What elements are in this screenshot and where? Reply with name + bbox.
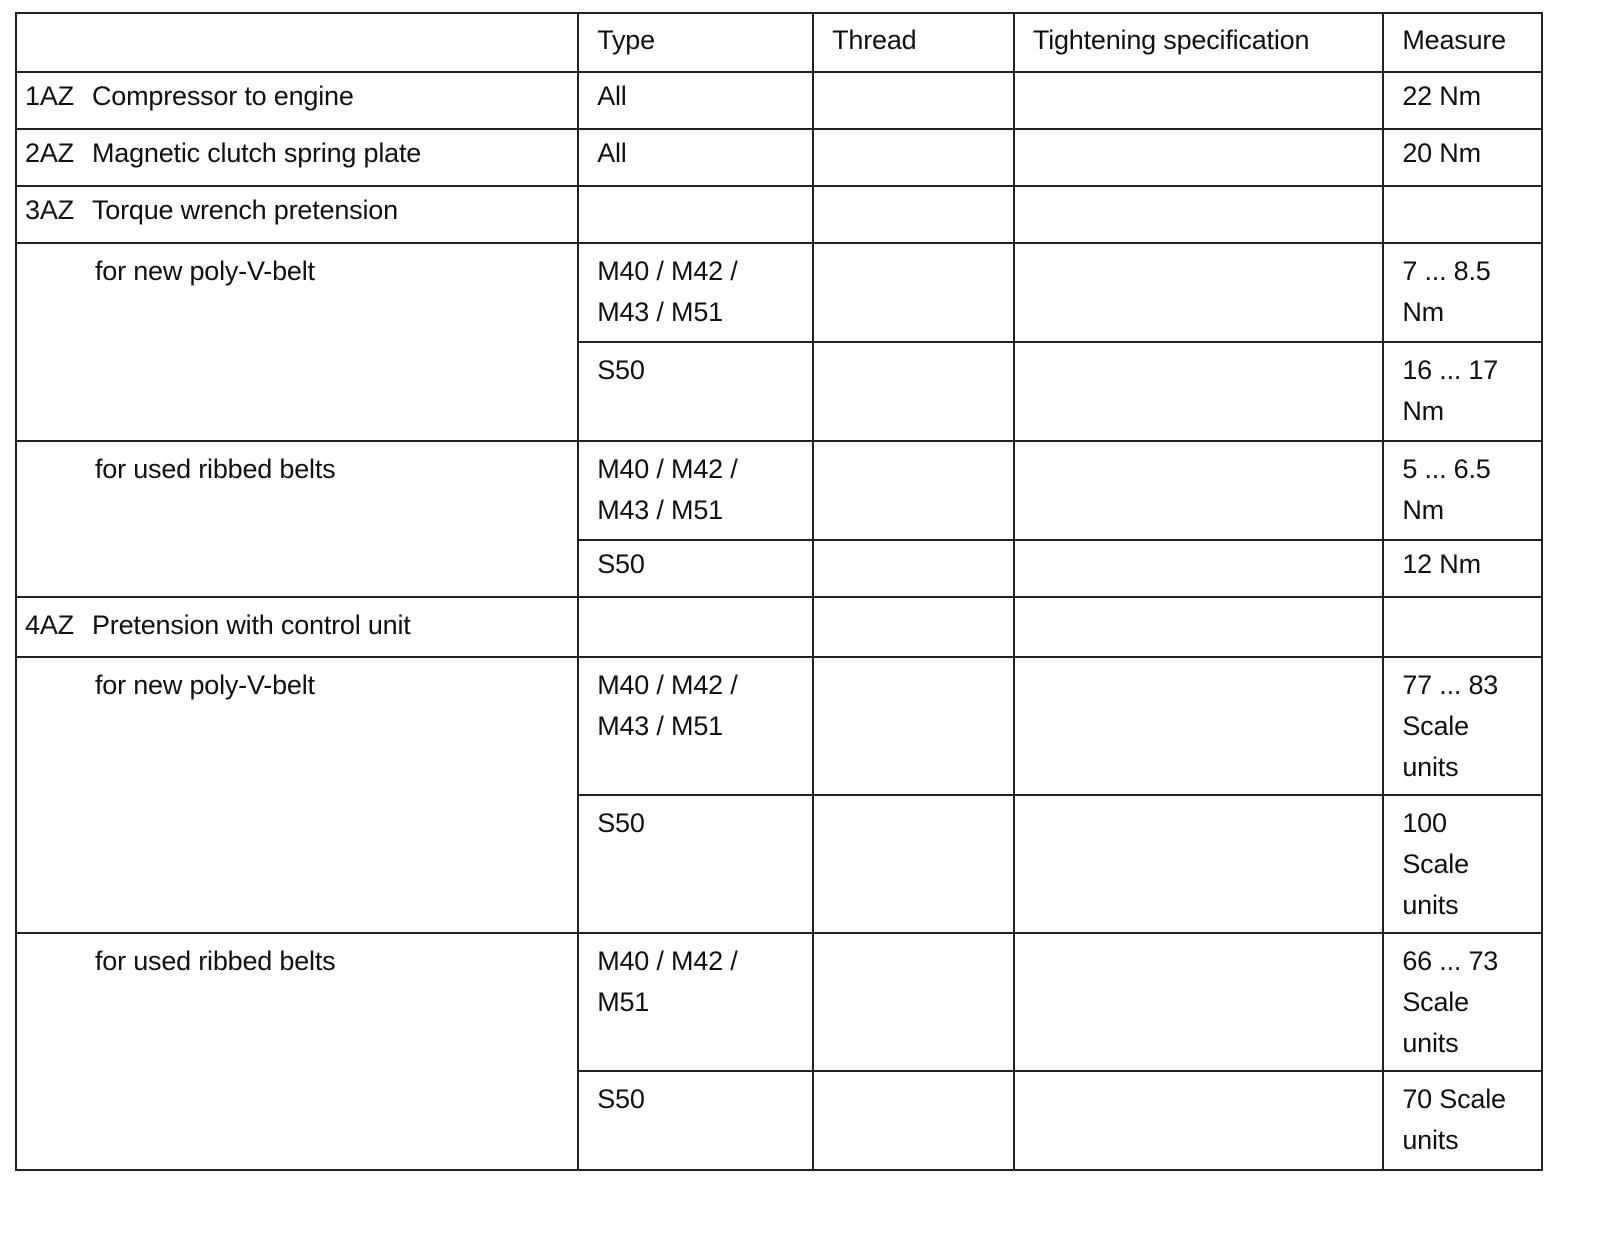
- type-line: M51: [597, 987, 650, 1017]
- row-description: for used ribbed belts: [16, 933, 578, 1170]
- table-row: [16, 129, 1542, 186]
- tightening-cell: [1014, 597, 1383, 657]
- type-line: M40 / M42 /: [597, 256, 738, 286]
- header-measure: Measure: [1383, 13, 1542, 72]
- type-cell: [578, 933, 813, 1071]
- type-cell: All: [578, 72, 813, 129]
- type-line: M43 / M51: [597, 297, 723, 327]
- type-line: M40 / M42 /: [597, 946, 738, 976]
- type-line: M43 / M51: [597, 711, 723, 741]
- table-row: [16, 72, 1542, 129]
- tightening-torque-table: [15, 12, 1543, 1171]
- measure-line: 5 ... 6.5: [1402, 454, 1491, 484]
- measure-cell: [1383, 933, 1542, 1071]
- row-description: for new poly-V-belt: [16, 657, 578, 933]
- row-description: for new poly-V-belt: [16, 243, 578, 441]
- header-row: [16, 13, 1542, 72]
- row-description: for used ribbed belts: [16, 441, 578, 597]
- measure-line: Nm: [1402, 297, 1444, 327]
- measure-line: Nm: [1402, 495, 1444, 525]
- type-cell: S50: [578, 795, 813, 933]
- thread-cell: [813, 540, 1014, 597]
- header-thread: Thread: [813, 13, 1014, 72]
- row-description: [16, 72, 578, 129]
- measure-line: 16 ... 17: [1402, 355, 1499, 385]
- thread-cell: [813, 597, 1014, 657]
- type-cell: [578, 441, 813, 540]
- thread-cell: [813, 243, 1014, 342]
- tightening-cell: [1014, 129, 1383, 186]
- measure-cell: 22 Nm: [1383, 72, 1542, 129]
- measure-cell: 12 Nm: [1383, 540, 1542, 597]
- measure-line: units: [1402, 752, 1459, 782]
- measure-line: 66 ... 73: [1402, 946, 1499, 976]
- table-row: [16, 441, 1542, 540]
- thread-cell: [813, 72, 1014, 129]
- measure-line: units: [1402, 1028, 1459, 1058]
- tightening-cell: [1014, 795, 1383, 933]
- type-line: M40 / M42 /: [597, 454, 738, 484]
- thread-cell: [813, 1071, 1014, 1170]
- measure-line: units: [1402, 890, 1459, 920]
- tightening-cell: [1014, 933, 1383, 1071]
- item-label: Compressor to engine: [92, 81, 354, 111]
- tightening-cell: [1014, 342, 1383, 441]
- item-label: Torque wrench pretension: [92, 195, 398, 225]
- tightening-cell: [1014, 657, 1383, 795]
- measure-cell: [1383, 186, 1542, 243]
- type-cell: S50: [578, 1071, 813, 1170]
- thread-cell: [813, 657, 1014, 795]
- row-description: [16, 129, 578, 186]
- row-description: [16, 186, 578, 243]
- measure-line: units: [1402, 1125, 1459, 1155]
- type-line: M40 / M42 /: [597, 670, 738, 700]
- measure-line: 77 ... 83: [1402, 670, 1499, 700]
- measure-cell: [1383, 243, 1542, 342]
- tightening-cell: [1014, 540, 1383, 597]
- tightening-cell: [1014, 243, 1383, 342]
- thread-cell: [813, 129, 1014, 186]
- type-cell: [578, 597, 813, 657]
- measure-line: 100: [1402, 808, 1447, 838]
- tightening-cell: [1014, 1071, 1383, 1170]
- type-cell: [578, 186, 813, 243]
- measure-line: Scale: [1402, 987, 1469, 1017]
- type-cell: All: [578, 129, 813, 186]
- measure-cell: 20 Nm: [1383, 129, 1542, 186]
- measure-line: Nm: [1402, 396, 1444, 426]
- header-description: [16, 13, 578, 72]
- thread-cell: [813, 795, 1014, 933]
- measure-line: 70 Scale: [1402, 1084, 1506, 1114]
- table-row: [16, 243, 1542, 342]
- measure-cell: [1383, 342, 1542, 441]
- tightening-cell: [1014, 186, 1383, 243]
- measure-cell: [1383, 441, 1542, 540]
- row-description: [16, 597, 578, 657]
- measure-cell: [1383, 657, 1542, 795]
- item-code: 1AZ: [25, 81, 74, 111]
- type-cell: S50: [578, 342, 813, 441]
- measure-line: Scale: [1402, 711, 1469, 741]
- item-label: Magnetic clutch spring plate: [92, 138, 422, 168]
- thread-cell: [813, 342, 1014, 441]
- thread-cell: [813, 933, 1014, 1071]
- type-cell: [578, 243, 813, 342]
- tightening-cell: [1014, 72, 1383, 129]
- thread-cell: [813, 186, 1014, 243]
- thread-cell: [813, 441, 1014, 540]
- table-row: [16, 597, 1542, 657]
- item-code: 4AZ: [25, 610, 74, 640]
- tightening-cell: [1014, 441, 1383, 540]
- measure-cell: [1383, 795, 1542, 933]
- type-cell: [578, 657, 813, 795]
- item-code: 2AZ: [25, 138, 74, 168]
- type-cell: S50: [578, 540, 813, 597]
- measure-cell: [1383, 597, 1542, 657]
- table-row: [16, 933, 1542, 1071]
- item-label: Pretension with control unit: [92, 610, 411, 640]
- header-type: Type: [578, 13, 813, 72]
- table-row: [16, 186, 1542, 243]
- header-tightening-specification: Tightening specification: [1014, 13, 1383, 72]
- item-code: 3AZ: [25, 195, 74, 225]
- table-row: [16, 657, 1542, 795]
- measure-line: Scale: [1402, 849, 1469, 879]
- measure-line: 7 ... 8.5: [1402, 256, 1491, 286]
- type-line: M43 / M51: [597, 495, 723, 525]
- measure-cell: [1383, 1071, 1542, 1170]
